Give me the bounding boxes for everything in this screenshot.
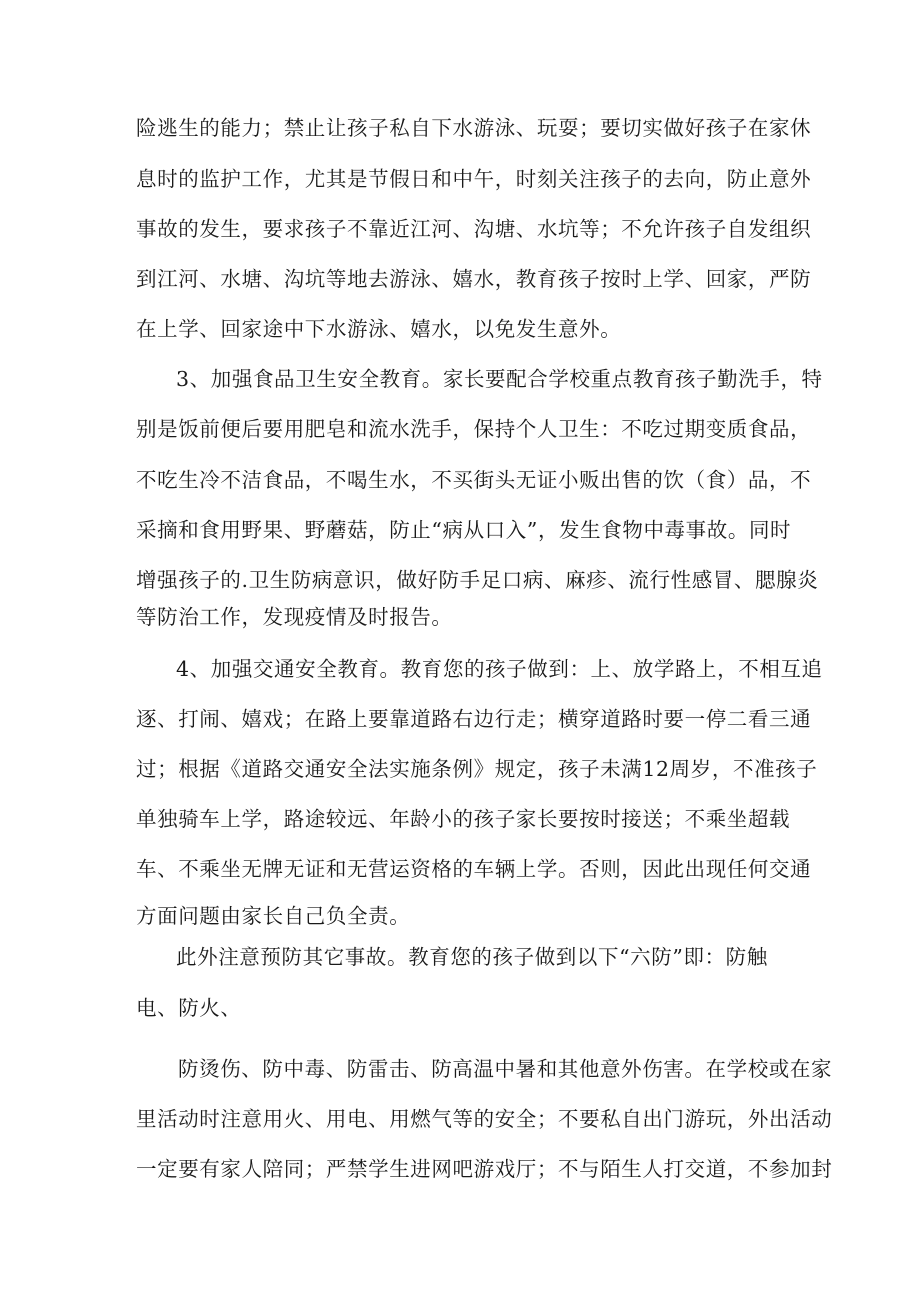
text-line: 息时的监护工作，尤其是节假日和中午，时刻关注孩子的去向，防止意外 xyxy=(136,167,812,191)
text-line: 车、不乘坐无牌无证和无营运资格的车辆上学。否则，因此出现任何交通 xyxy=(136,857,812,881)
text-line: 一定要有家人陪同；严禁学生进网吧游戏厅；不与陌生人打交道，不参加封 xyxy=(136,1157,833,1181)
text-line: 电、防火、 xyxy=(136,996,242,1020)
text-line: 不吃生冷不洁食品，不喝生水，不买街头无证小贩出售的饮（食）品，不 xyxy=(136,468,812,492)
text-line: 事故的发生，要求孩子不靠近江河、沟塘、水坑等；不允许孩子自发组织 xyxy=(136,217,812,241)
text-line: 里活动时注意用火、用电、用燃气等的安全；不要私自出门游玩，外出活动 xyxy=(136,1107,833,1131)
text-line: 单独骑车上学，路途较远、年龄小的孩子家长要按时接送；不乘坐超载 xyxy=(136,807,791,831)
text-line: 逐、打闹、嬉戏；在路上要靠道路右边行走；横穿道路时要一停二看三通 xyxy=(136,707,812,731)
text-line: 此外注意预防其它事故。教育您的孩子做到以下“六防”即：防触 xyxy=(176,945,768,969)
text-line: 方面问题由家长自己负全责。 xyxy=(136,904,411,928)
text-line: 等防治工作，发现疫情及时报告。 xyxy=(136,605,453,629)
text-line: 险逃生的能力；禁止让孩子私自下水游泳、玩耍；要切实做好孩子在家休 xyxy=(136,116,812,140)
text-line: 别是饭前便后要用肥皂和流水洗手，保持个人卫生：不吃过期变质食品， xyxy=(136,417,812,441)
text-line: 增强孩子的.卫生防病意识，做好防手足口病、麻疹、流行性感冒、腮腺炎 xyxy=(136,568,819,592)
text-line: 过；根据《道路交通安全法实施条例》规定，孩子未满12周岁，不准孩子 xyxy=(136,757,818,781)
text-line: 3、加强食品卫生安全教育。家长要配合学校重点教育孩子勤洗手，特 xyxy=(176,367,823,391)
text-line: 在上学、回家途中下水游泳、嬉水，以免发生意外。 xyxy=(136,317,622,341)
text-line: 防烫伤、防中毒、防雷击、防高温中暑和其他意外伤害。在学校或在家 xyxy=(178,1057,833,1081)
text-line: 4、加强交通安全教育。教育您的孩子做到：上、放学路上，不相互追 xyxy=(176,657,823,681)
text-line: 到江河、水塘、沟坑等地去游泳、嬉水，教育孩子按时上学、回家，严防 xyxy=(136,267,812,291)
text-line: 采摘和食用野果、野蘑菇，防止“病从口入”，发生食物中毒事故。同时 xyxy=(136,518,792,542)
